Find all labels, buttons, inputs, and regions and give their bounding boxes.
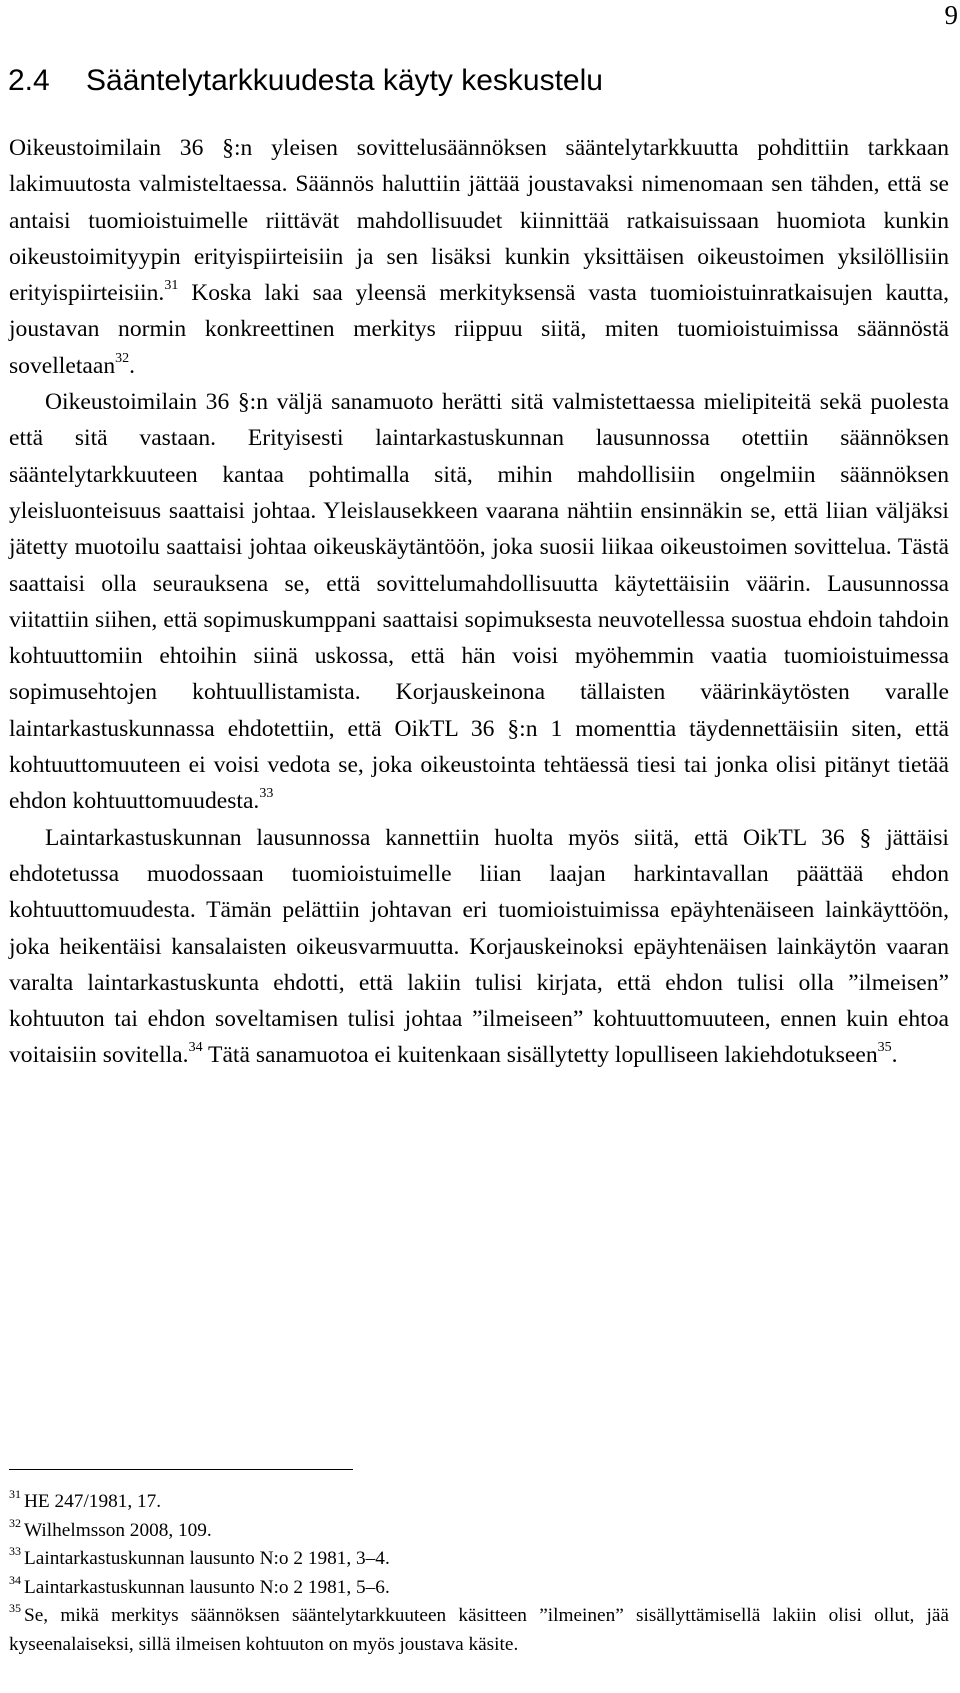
footnote-text: Se, mikä merkitys säännöksen sääntelytarkkuuteen käsitteen ”ilmeinen” sisällyttämisellä lakiin olisi ollut, jää kyseenalaiseksi, sillä ilmeisen kohtuuton on myös joustava käsite.: [9, 1605, 949, 1655]
footnote: [9, 1574, 949, 1603]
paragraph-3-text-b: Tätä sanamuotoa ei kuitenkaan sisällytetty lopulliseen lakiehdotukseen: [202, 1042, 878, 1069]
footnote-number: 33: [9, 1544, 21, 1559]
body-text: [9, 130, 949, 1074]
footnote-number: 32: [9, 1515, 21, 1530]
footnote: [9, 1545, 949, 1574]
section-heading: [8, 64, 603, 98]
footnote-number: 34: [9, 1572, 21, 1587]
section-number: 2.4: [8, 64, 50, 97]
paragraph-1-text-b: Koska laki saa yleensä merkityksensä vasta tuomioistuinratkaisujen kautta, joustavan normin konkreettinen merkitys riippuu siitä, miten tuomioistuimissa säännöstä sovelletaan: [9, 280, 949, 379]
paragraph-3: [9, 820, 949, 1074]
footnote-ref-33: 33: [259, 786, 274, 802]
footnote-ref-31: 31: [164, 278, 179, 294]
paragraph-1-text-c: .: [129, 352, 136, 379]
paragraph-1: [9, 130, 949, 384]
paragraph-1-text-a: Oikeustoimilain 36 §:n yleisen sovittelusäännöksen sääntelytarkkuutta pohdittiin tarkkaan lakimuutosta valmisteltaessa. Säännös haluttiin jättää joustavaksi nimenomaan sen tähden, että se antaisi tuomioistuimelle riittävät mahdollisuudet kiinnittää ratkaisuissaan huomiota kunkin oikeustoimityypin erityispiirteisiin ja sen lisäksi kunkin yksittäisen oikeustoimen yksilöllisiin erityispiirteisiin.: [9, 135, 949, 307]
footnote-separator: [9, 1469, 353, 1470]
footnote: [9, 1517, 949, 1546]
footnote: [9, 1602, 949, 1659]
footnote-number: 31: [9, 1487, 21, 1501]
footnote-ref-34: 34: [188, 1040, 203, 1056]
paragraph-2-text: Oikeustoimilain 36 §:n väljä sanamuoto herätti sitä valmistettaessa mielipiteitä sekä puolesta että sitä vastaan. Erityisesti laintarkastuskunnan lausunnossa otettiin säännöksen sääntelytarkkuuteen kantaa pohtimalla sitä, mihin mahdollisiin ongelmiin säännöksen yleisluonteisuus saattaisi johtaa. Yleislausekkeen vaarana nähtiin ensinnäkin se, että liian väljäksi jätetty muotoilu saattaisi johtaa oikeuskäytäntöön, joka suosii liikaa oikeustoimen sovittelua. Tästä saattaisi olla seurauksena se, että sovittelumahdollisuutta käytettäisiin väärin. Lausunnossa viitattiin siihen, että sopimuskumppani saattaisi sopimuksesta neuvotellessa suostua ehdoin tahdoin kohtuuttomiin ehtoihin siinä uskossa, että hän voisi myöhemmin vaatia tuomioistuimessa sopimusehtojen kohtuullistamista. Korjauskeinona tällaisten väärinkäytösten varalle laintarkastuskunnassa ehdotettiin, että OikTL 36 §:n 1 momenttia täydennettäisiin siten, että kohtuuttomuuteen ei voisi vedota se, joka oikeustointa tehtäessä tiesi tai jonka olisi pitänyt tietää ehdon kohtuuttomuudesta.: [9, 389, 949, 815]
section-title: Sääntelytarkkuudesta käyty keskustelu: [86, 64, 603, 97]
paragraph-3-text-a: Laintarkastuskunnan lausunnossa kannettiin huolta myös siitä, että OikTL 36 § jättäisi ehdotetussa muodossaan tuomioistuimelle liian laajan harkintavallan päättää ehdon kohtuuttomuudesta. Tämän pelättiin johtavan eri tuomioistuimissa epäyhtenäiseen lainkäyttöön, joka heikentäisi kansalaisten oikeusvarmuutta. Korjauskeinoksi epäyhtenäisen lainkäytön vaaran varalta laintarkastuskunta ehdotti, että lakiin tulisi kirjata, että ehdon tulisi olla ”ilmeisen” kohtuuton tai ehdon soveltamisen tulisi johtaa ”ilmeiseen” kohtuuttomuuteen, ennen kuin ehtoa voitaisiin sovitella.: [9, 824, 949, 1069]
page-number: 9: [944, 0, 958, 30]
footnote-text: Laintarkastuskunnan lausunto N:o 2 1981, 5–6.: [24, 1576, 390, 1598]
footnotes: [9, 1488, 949, 1660]
footnote-text: HE 247/1981, 17.: [24, 1491, 162, 1512]
footnote-text: Laintarkastuskunnan lausunto N:o 2 1981, 3–4.: [24, 1548, 390, 1570]
footnote: [9, 1488, 949, 1517]
paragraph-2: [9, 384, 949, 820]
paragraph-3-text-c: .: [891, 1042, 898, 1069]
footnote-ref-32: 32: [115, 350, 130, 366]
footnote-ref-35: 35: [877, 1040, 892, 1056]
footnote-number: 35: [9, 1601, 21, 1616]
footnote-text: Wilhelmsson 2008, 109.: [24, 1519, 212, 1541]
